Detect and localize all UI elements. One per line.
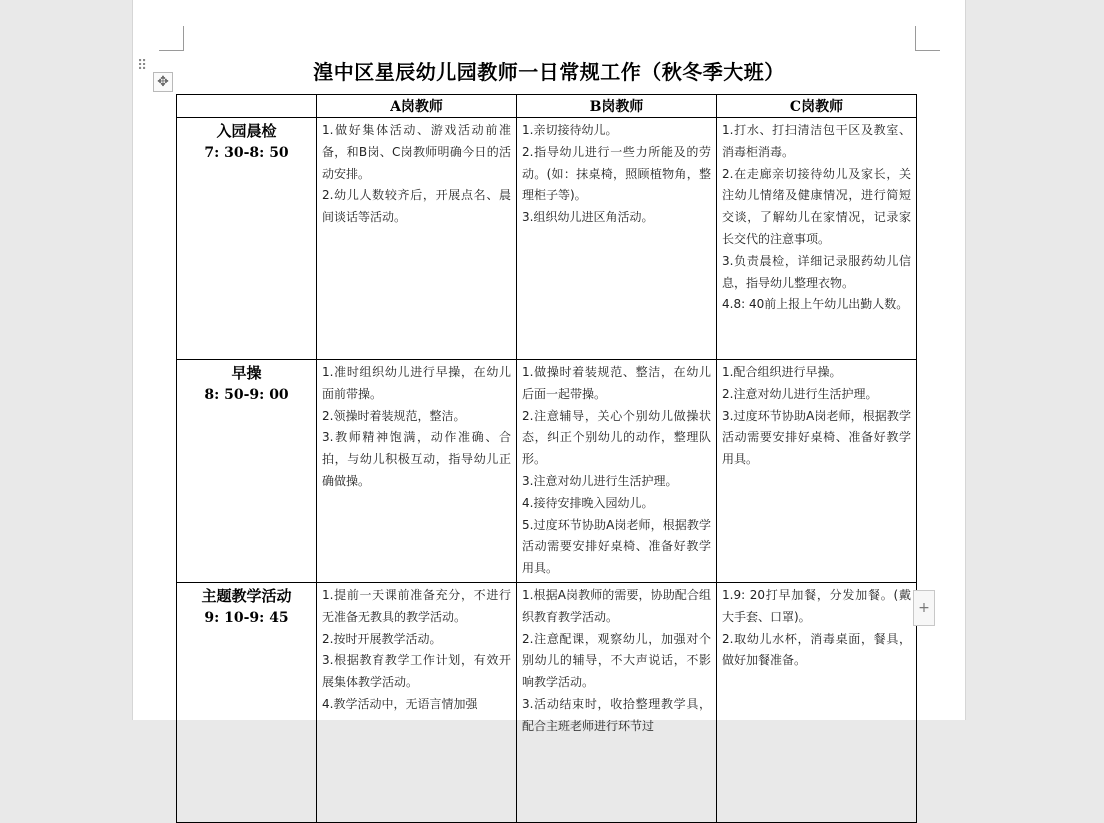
crop-mark-top-right — [915, 26, 940, 51]
duty-item: 2.幼儿人数较齐后，开展点名、晨间谈话等活动。 — [322, 188, 511, 225]
duty-item: 1.根据A岗教师的需要，协助配合组织教育教学活动。 — [522, 587, 711, 624]
add-column-icon[interactable]: + — [913, 590, 935, 626]
table-move-handle-icon[interactable]: ✥ — [153, 72, 173, 92]
duty-item: 1.打水、打扫清洁包干区及教室、消毒柜消毒。 — [722, 123, 911, 159]
duty-item: 1.提前一天课前准备充分，不进行无准备无教具的教学活动。 — [322, 587, 511, 624]
period-name: 主题教学活动 — [201, 586, 292, 605]
duty-cell-b — [517, 360, 717, 583]
duty-item: 1.准时组织幼儿进行早操，在幼儿面前带操。 — [322, 365, 511, 401]
document-title: 湟中区星辰幼儿园教师一日常规工作（秋冬季大班） — [313, 60, 785, 84]
duty-item: 3.负责晨检，详细记录服药幼儿信息，指导幼儿整理衣物。 — [722, 253, 911, 290]
duty-item: 3.注意对幼儿进行生活护理。 — [522, 473, 678, 488]
duty-item: 1.做操时着装规范、整洁，在幼儿后面一起带操。 — [522, 365, 711, 401]
duty-cell-a — [317, 118, 517, 360]
duty-item: 2.领操时着装规范，整洁。 — [322, 408, 466, 423]
table-row — [177, 582, 917, 822]
duty-item: 4.教学活动中，无语言情加强 — [322, 696, 478, 711]
duty-cell-b — [517, 582, 717, 822]
header-cell-c: C岗教师 — [717, 95, 917, 118]
duty-item: 4.8: 40前上报上午幼儿出勤人数。 — [722, 297, 909, 312]
table-row — [177, 118, 917, 360]
duty-item: 3.教师精神饱满，动作准确、合拍，与幼儿积极互动，指导幼儿正确做操。 — [322, 430, 511, 488]
period-time: 9: 10-9: 45 — [204, 609, 289, 626]
duty-cell-a — [317, 582, 517, 822]
duty-item: 2.按时开展教学活动。 — [322, 631, 442, 646]
period-time: 8: 50-9: 00 — [204, 387, 289, 403]
drag-grip-icon[interactable]: ⠿ — [137, 58, 147, 74]
duty-item: 4.接待安排晚入园幼儿。 — [522, 495, 654, 510]
duty-cell-a — [317, 360, 517, 583]
duty-item: 3.过度环节协助A岗老师，根据教学活动需要安排好桌椅、准备好教学用具。 — [722, 408, 911, 467]
duty-item: 1.亲切接待幼儿。 — [522, 123, 618, 137]
period-cell — [177, 582, 317, 822]
duty-item: 2.取幼儿水杯，消毒桌面，餐具，做好加餐准备。 — [722, 631, 911, 668]
duty-item: 3.根据教育教学工作计划，有效开展集体教学活动。 — [322, 653, 511, 690]
document-page — [132, 0, 966, 733]
period-time: 7: 30-8: 50 — [204, 145, 289, 161]
duty-item: 1.做好集体活动、游戏活动前准备，和B岗、C岗教师明确今日的活动安排。 — [322, 123, 511, 181]
duty-item: 5.过度环节协助A岗老师，根据教学活动需要安排好桌椅、准备好教学用具。 — [522, 517, 711, 576]
duty-item: 2.注意对幼儿进行生活护理。 — [722, 386, 878, 401]
period-name: 入园晨检 — [216, 122, 277, 140]
duty-cell-c — [717, 582, 917, 822]
duty-item: 3.活动结束时，收拾整理教学具，配合主班老师进行环节过 — [522, 696, 711, 733]
duty-item: 2.注意辅导，关心个别幼儿做操状态，纠正个别幼儿的动作，整理队形。 — [522, 408, 711, 467]
duty-item: 2.指导幼儿进行一些力所能及的劳动。(如：抹桌椅，照顾植物角，整理柜子等)。 — [522, 144, 711, 203]
header-cell-a: A岗教师 — [317, 95, 517, 118]
schedule-table — [176, 94, 917, 823]
crop-mark-top-left — [159, 26, 184, 51]
duty-cell-c — [717, 118, 917, 360]
duty-cell-b — [517, 118, 717, 360]
table-row — [177, 360, 917, 583]
duty-item: 1.9: 20打早加餐，分发加餐。(戴大手套、口罩)。 — [722, 587, 911, 624]
duty-item: 2.在走廊亲切接待幼儿及家长，关注幼儿情绪及健康情况，进行简短交谈，了解幼儿在家情况，记录家长交代的注意事项。 — [722, 166, 911, 246]
header-cell-blank — [177, 95, 317, 118]
duty-cell-c — [717, 360, 917, 583]
duty-item: 2.注意配课，观察幼儿，加强对个别幼儿的辅导，不大声说话，不影响教学活动。 — [522, 631, 711, 690]
duty-item: 3.组织幼儿进区角活动。 — [522, 210, 654, 225]
period-name: 早操 — [231, 364, 262, 382]
table-header-row — [177, 95, 917, 118]
header-cell-b: B岗教师 — [517, 95, 717, 118]
period-cell — [177, 360, 317, 583]
period-cell — [177, 118, 317, 360]
duty-item: 1.配合组织进行早操。 — [722, 365, 842, 379]
